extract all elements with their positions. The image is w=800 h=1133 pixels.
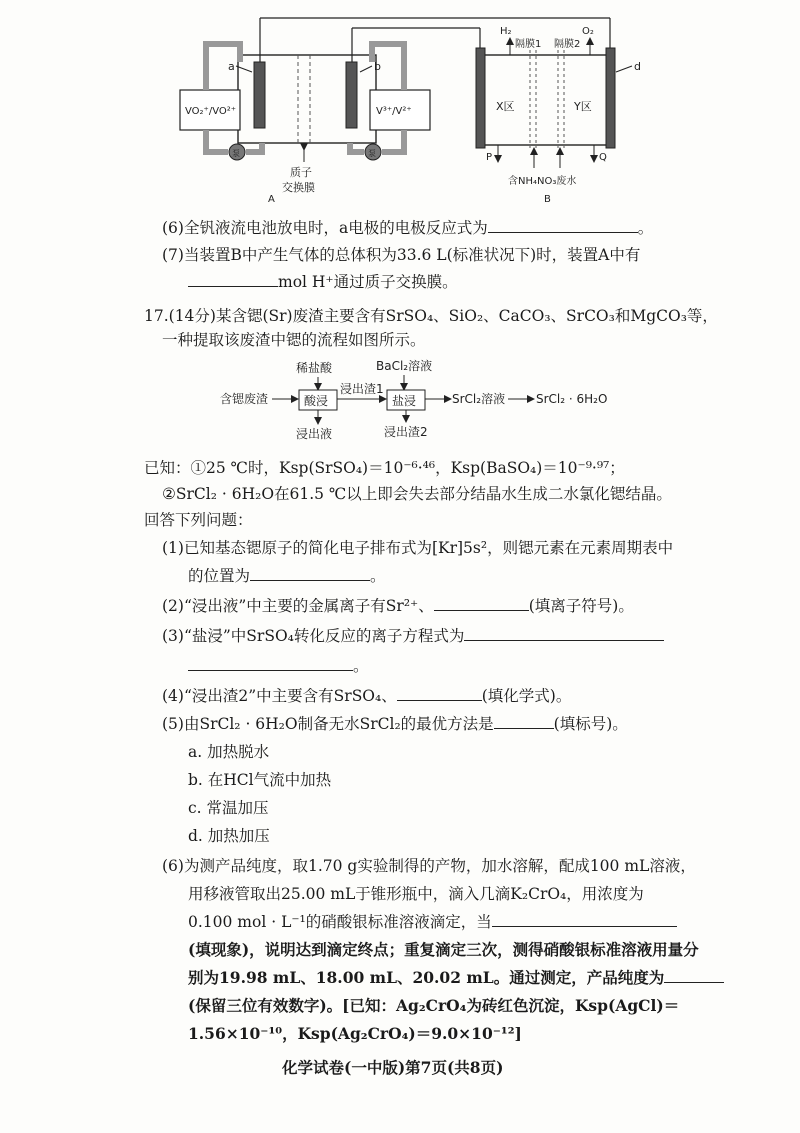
label-y-zone: Y区: [574, 100, 592, 113]
q16-part7-line2: mol H⁺通过质子交换膜。: [188, 272, 458, 292]
label-a: a: [228, 60, 235, 73]
flow-salt: 盐浸: [392, 394, 417, 408]
label-sep2: 隔膜2: [554, 39, 581, 50]
label-h2: H₂: [500, 26, 512, 37]
flow-leachate: 浸出液: [296, 427, 333, 441]
answer-blank-s4[interactable]: [397, 686, 482, 701]
q17-s6-line6: (保留三位有效数字)。[已知：Ag₂CrO₄为砖红色沉淀，Ksp(AgCl)＝: [188, 996, 680, 1015]
q17-s6-line1: (6)为测产品纯度，取1.70 g实验制得的产物，加水溶解，配成100 mL溶液，: [162, 857, 696, 875]
answer-blank-s1[interactable]: [250, 566, 370, 581]
q17-intro-1: 17.(14分)某含锶(Sr)废渣主要含有SrSO₄、SiO₂、CaCO₃、SrCO₃和MgCO₃等，: [144, 307, 718, 325]
flow-residue2: 浸出渣2: [384, 425, 428, 439]
process-flowchart: [220, 358, 607, 441]
q17-s1-line2: 的位置为 。: [188, 567, 386, 585]
right-tank-text: V³⁺/V²⁺: [376, 106, 412, 117]
label-x-zone: X区: [496, 100, 515, 113]
label-p: P: [486, 152, 493, 163]
q17-s4: (4)“浸出渣2”中主要含有SrSO₄、 (填化学式)。: [162, 687, 572, 705]
q17-option-b: b. 在HCl气流中加热: [188, 771, 332, 789]
q17-s2: (2)“浸出液”中主要的金属离子有Sr²⁺、 (填离子符号)。: [162, 597, 634, 615]
electrode-b: [346, 62, 357, 128]
answer-blank-s6a[interactable]: [492, 912, 677, 927]
flow-product: SrCl₂ · 6H₂O: [536, 392, 608, 406]
flow-srcl2-solution: SrCl₂溶液: [452, 392, 506, 406]
q17-intro-2: 一种提取该废渣中锶的流程如图所示。: [162, 331, 426, 349]
label-o2: O₂: [582, 26, 594, 37]
caption-b: B: [544, 194, 551, 205]
membrane-label-1: 质子: [290, 166, 312, 179]
flow-hcl: 稀盐酸: [296, 361, 333, 375]
q17-s1-line1: (1)已知基态锶原子的简化电子排布式为[Kr]5s²，则锶元素在元素周期表中: [162, 539, 674, 557]
q17-s6-line4: (填现象)，说明达到滴定终点；重复滴定三次，测得硝酸银标准溶液用量分: [188, 940, 699, 959]
membrane-label-2: 交换膜: [282, 181, 315, 194]
q17-known-2: ②SrCl₂ · 6H₂O在61.5 ℃以上即会失去部分结晶水生成二水氯化锶结晶。: [162, 485, 672, 503]
q17-s6-line5: 别为19.98 mL、18.00 mL、20.02 mL。通过测定，产品纯度为: [188, 968, 724, 988]
pump-left-text: 泵: [232, 149, 240, 158]
electrode-d: [606, 48, 615, 148]
q17-s5: (5)由SrCl₂ · 6H₂O制备无水SrCl₂的最优方法是 (填标号)。: [162, 715, 628, 733]
q17-option-d: d. 加热加压: [188, 827, 270, 845]
flow-residue1: 浸出渣1: [340, 382, 384, 396]
q17-s6-line7: 1.56×10⁻¹⁰，Ksp(Ag₂CrO₄)＝9.0×10⁻¹²]: [188, 1024, 522, 1043]
q17-answer-prompt: 回答下列问题：: [144, 511, 253, 529]
flow-start: 含锶废渣: [220, 392, 269, 406]
label-sep1: 隔膜1: [515, 39, 542, 50]
pump-right-text: 泵: [368, 149, 376, 158]
answer-blank-7[interactable]: [188, 272, 278, 287]
answer-blank-s3b[interactable]: [188, 656, 353, 671]
q16-part6: (6)全钒液流电池放电时，a电极的电极反应式为 。: [162, 219, 654, 237]
caption-a: A: [268, 194, 275, 205]
label-b: b: [374, 60, 381, 73]
q17-s3-line2: 。: [188, 656, 369, 676]
page-footer: 化学试卷(一中版)第7页(共8页): [282, 1058, 504, 1077]
label-d: d: [634, 60, 641, 73]
answer-blank-6[interactable]: [488, 218, 638, 233]
label-q: Q: [599, 152, 607, 163]
q17-option-a: a. 加热脱水: [188, 743, 270, 761]
answer-blank-s3a[interactable]: [464, 626, 664, 641]
label-wastewater: 含NH₄NO₃废水: [508, 176, 577, 187]
flow-acid: 酸浸: [304, 394, 329, 408]
answer-blank-s2[interactable]: [434, 596, 529, 611]
flow-bacl2: BaCl₂溶液: [376, 359, 433, 373]
q17-s6-line3: 0.100 mol · L⁻¹的硝酸银标准溶液滴定，当: [188, 912, 677, 932]
q17-option-c: c. 常温加压: [188, 799, 269, 817]
electrode-a: [254, 62, 265, 128]
q17-s3-line1: (3)“盐浸”中SrSO₄转化反应的离子方程式为: [162, 626, 664, 646]
answer-blank-s5[interactable]: [494, 714, 554, 729]
answer-blank-s6b[interactable]: [664, 968, 724, 983]
device-b: [476, 26, 641, 205]
q17-known-1: 已知：①25 ℃时，Ksp(SrSO₄)＝10⁻⁶·⁴⁶，Ksp(BaSO₄)＝10⁻⁹·⁹⁷；: [144, 459, 625, 477]
q17-s6-line2: 用移液管取出25.00 mL于锥形瓶中，滴入几滴K₂CrO₄，用浓度为: [188, 885, 644, 903]
left-tank-text: VO₂⁺/VO²⁺: [185, 106, 237, 117]
q16-part7-line1: (7)当装置B中产生气体的总体积为33.6 L(标准状况下)时，装置A中有: [162, 246, 641, 264]
electrode-c: [476, 48, 485, 148]
